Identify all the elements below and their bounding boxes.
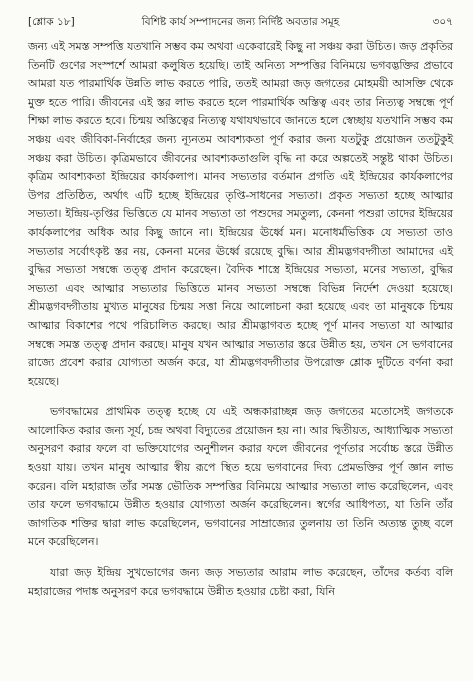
running-title: বিশিষ্ট কার্য সম্পাদনের জন্য নির্দিষ্ট অবতার সমূহ bbox=[141, 16, 340, 28]
running-header bbox=[28, 14, 453, 30]
paragraph-3: যারা জড় ইন্দ্রিয় সুখভোগের জন্য জড় সভ্যতার আরাম লাভ করেছেন, তাঁদের কর্তব্য বলি মহারাজের পদাঙ্ক অনুসরণ করে ভগবদ্ধামে উন্নীত হওয়ার চেষ্টা করা, যিনি bbox=[28, 566, 453, 598]
verse-reference: [শ্লোক ১৮] bbox=[28, 16, 75, 28]
paragraph-2: ভগবদ্ধামের প্রাথমিক তত্ত্ব হচ্ছে যে এই অন্ধকারাচ্ছন্ন জড় জগতের মতোসেই জগতকে আলোকিত করার জন্য সূর্য, চন্দ্র অথবা বিদ্যুতের প্রয়োজন হয় না। আর দ্বিতীয়ত, আধ্যাত্মিক সভ্যতা অনুসরণ করার ফলে বা ভক্তিযোগের অনুশীলন করার ফলে জীবনের পূর্ণতার সর্বোচ্চ স্তরে উন্নীত হওয়া যায়। তখন মানুষ আত্মার স্বীয় রূপে স্থিত হয়ে ভগবানের দিব্য প্রেমভক্তির পূর্ণ জ্ঞান লাভ করেন। বলি মহারাজ তাঁর সমস্ত ভৌতিক সম্পত্তির বিনিময়ে আত্মার সভ্যতা লাভ করেছিলেন, এবং তার ফলে ভগবদ্ধামে উন্নীত হওয়ার যোগ্যতা অর্জন করেছিলেন। স্বর্গের আধিপত্য, যা তিনি তাঁর জাগতিক শক্তির দ্বারা লাভ করেছিলেন, ভগবানের সাম্রাজ্যের তুলনায় তা তিনি অত্যন্ত তুচ্ছ বলে মনে করেছিলেন। bbox=[28, 405, 453, 549]
page-number: ৩০৭ bbox=[432, 16, 453, 28]
page-body bbox=[28, 38, 453, 601]
paragraph-1: জন্য এই সমস্ত সম্পত্তি যতখানি সম্ভব কম অথবা একেবারেই কিছু না সঞ্চয় করা উচিত। জড় প্রকৃতির তিনটি গুণের সংস্পর্শে আমরা কলুষিত হয়েছি। তাই অনিত্য সম্পত্তির বিনিময়ে ভগবদ্ভক্তির প্রভাবে আমরা যত পারমার্থিক উন্নতি লাভ করতে পারি, ততই আমরা জড় জগতের মোহময়ী আসক্তি থেকে মুক্ত হতে পারি। জীবনের এই স্তর লাভ করতে হলে পারমার্থিক অস্তিত্ব এবং তার নিত্যত্ব সম্বন্ধে পূর্ণ শিক্ষা লাভ করতে হবে। চিন্ময় অস্তিত্বের নিত্যত্ব যথাযথভাবে জানতে হলে স্বেচ্ছায় যতখানি সম্ভব কম সঞ্চয় এবং জীবিকা-নির্বাহের জন্য ন্যূনতম আবশ্যকতা পূর্ণ করার জন্য যতটুকু প্রয়োজন ততটুকুই সঞ্চয় করা উচিত। কৃত্রিমভাবে জীবনের আবশ্যকতাগুলি বৃদ্ধি না করে অল্পতেই সন্তুষ্ট থাকা উচিত। কৃত্রিম আবশ্যকতা ইন্দ্রিয়ের কার্যকলাপ। মানব সভ্যতার বর্তমান প্রগতি এই ইন্দ্রিয়ের কার্যকলাপের উপর প্রতিষ্ঠিত, অর্থাৎ এটি হচ্ছে ইন্দ্রিয়ের তৃপ্তি-সাধনের সভ্যতা। প্রকৃত সভ্যতা হচ্ছে আত্মার সভ্যতা। ইন্দ্রিয়-তৃপ্তির ভিত্তিতে যে মানব সভ্যতা তা পশুদের সমতুল্য, কেননা পশুরা তাদের ইন্দ্রিয়ের কার্যকলাপের অধিক আর কিছু জানে না। ইন্দ্রিয়ের ঊর্ধ্বে মন। মনোধর্মভিত্তিক যে সভ্যতা তাও সভ্যতার সর্বোৎকৃষ্ট স্তর নয়, কেননা মনের ঊর্ধ্বে রয়েছে বুদ্ধি। আর শ্রীমদ্ভগবদ্গীতা আমাদের এই বুদ্ধির সভ্যতা সম্বন্ধে তত্ত্ব প্রদান করেছেন। বৈদিক শাস্ত্রে ইন্দ্রিয়ের সভ্যতা, মনের সভ্যতা, বুদ্ধির সভ্যতা এবং আত্মার সভ্যতার ভিত্তিতে মানব সভ্যতা সম্বন্ধে বিভিন্ন নির্দেশ দেওয়া হয়েছে। শ্রীমদ্ভগবদ্গীতায় মুখ্যত মানুষের চিন্ময় সত্তা নিয়ে আলোচনা করা হয়েছে এবং তা মানুষকে চিন্ময় আত্মার বিকাশের পথে পরিচালিত করছে। আর শ্রীমদ্ভাগবত হচ্ছে পূর্ণ মানব সভ্যতা যা আত্মার সম্বন্ধে সমস্ত তত্ত্ব প্রদান করছে। মানুষ যখন আত্মার সভ্যতার স্তরে উন্নীত হয়, তখন সে ভগবানের রাজ্যে প্রবেশ করার যোগ্যতা অর্জন করে, যা শ্রীমদ্ভগবদ্গীতার উপরোক্ত শ্লোক দুটিতে বর্ণনা করা হয়েছে। bbox=[28, 40, 453, 388]
